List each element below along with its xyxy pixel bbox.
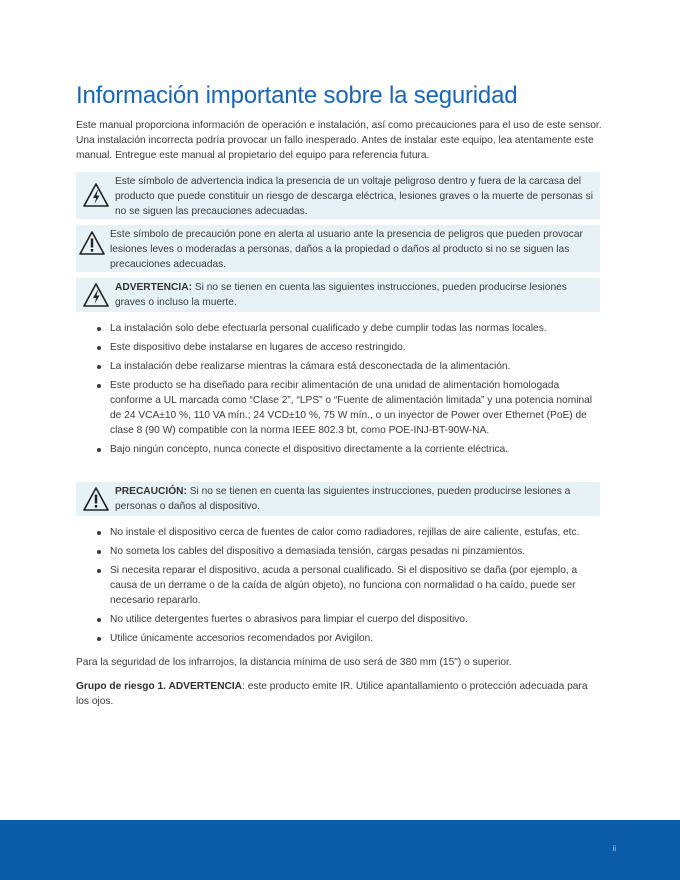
list-item: La instalación solo debe efectuarla personal cualificado y debe cumplir todas las normas locales.	[96, 321, 608, 336]
electric-shock-warning-icon	[82, 282, 110, 308]
warning-label: ADVERTENCIA:	[115, 282, 192, 293]
warning-body: Si no se tienen en cuenta las siguientes instrucciones, pueden producirse lesiones graves o incluso la muerte.	[115, 282, 567, 308]
ir-safety-note: Para la seguridad de los infrarrojos, la distancia mínima de uso será de 380 mm (15") o superior.	[76, 657, 512, 668]
page-footer	[0, 820, 680, 880]
electric-shock-warning-icon	[82, 182, 110, 208]
risk-group-label: Grupo de riesgo 1. ADVERTENCIA	[76, 681, 243, 692]
warning-text	[115, 280, 597, 310]
caution-body: Si no se tienen en cuenta las siguientes instrucciones, pueden producirse lesiones a personas o daños al dispositivo.	[115, 486, 571, 512]
list-item: No instale el dispositivo cerca de fuentes de calor como radiadores, rejillas de aire caliente, estufas, etc.	[96, 525, 608, 540]
risk-group-note	[76, 679, 602, 709]
shock-warning-notice	[76, 172, 600, 219]
list-item: Este producto se ha diseñado para recibir alimentación de una unidad de alimentación homologada conforme a UL marcada como “Clase 2”, “LPS” o “Fuente de alimentación limitada” y una potencia nominal de 24 VCA±10 %, 110 VA mín.; 24 VCD±10 %, 75 W mín., o un inyector de Power over Ethernet (PoE) de clase 8 (90 W) compatible con la norma IEEE 802.3 bt, como POE-INJ-BT-90W-NA.	[96, 378, 608, 438]
list-item: Utilice únicamente accesorios recomendados por Avigilon.	[96, 631, 608, 646]
caution-notice	[76, 482, 600, 516]
caution-label: PRECAUCIÓN:	[115, 486, 187, 497]
intro-paragraph: Este manual proporciona información de operación e instalación, así como precauciones para el uso de este sensor. Una instalación incorrecta podría provocar un fallo inesperado. Antes de instalar este equipo, lea atentamente este manual. Entregue este manual al propietario del equipo para referencia futura.	[76, 120, 602, 161]
caution-symbol-text: Este símbolo de precaución pone en alerta al usuario ante la presencia de peligros que pueden provocar lesiones leves o moderadas a personas, daños a la propiedad o daños al producto si no se siguen las precauciones adecuadas.	[110, 229, 583, 270]
warning-notice	[76, 278, 600, 312]
caution-list	[96, 525, 608, 646]
page-title: Información importante sobre la seguridad	[76, 82, 518, 109]
list-item: La instalación debe realizarse mientras la cámara está desconectada de la alimentación.	[96, 359, 608, 374]
risk-group-text: : este producto emite IR. Utilice apantallamiento o protección adecuada para los ojos.	[76, 681, 588, 707]
list-item: Si necesita reparar el dispositivo, acuda a personal cualificado. Si el dispositivo se daña (por ejemplo, a causa de un derrame o de la caída de algún objeto), no funciona con normalidad o ha caído, puede ser necesario repararlo.	[96, 563, 608, 608]
list-item: Bajo ningún concepto, nunca conecte el dispositivo directamente a la corriente eléctrica.	[96, 442, 608, 457]
caution-exclamation-icon	[78, 230, 106, 256]
caution-symbol-notice	[76, 225, 600, 272]
list-item: No someta los cables del dispositivo a demasiada tensión, cargas pesadas ni pinzamientos.	[96, 544, 608, 559]
warning-list	[96, 321, 608, 457]
caution-exclamation-icon	[82, 486, 110, 512]
shock-warning-text: Este símbolo de advertencia indica la presencia de un voltaje peligroso dentro y fuera de la carcasa del producto que puede constituir un riesgo de descarga eléctrica, lesiones graves o la muerte de personas si no se siguen las precauciones adecuadas.	[115, 176, 593, 217]
caution-text	[115, 484, 599, 514]
list-item: No utilice detergentes fuertes o abrasivos para limpiar el cuerpo del dispositivo.	[96, 612, 608, 627]
page-number: ii	[612, 844, 616, 853]
list-item: Este dispositivo debe instalarse en lugares de acceso restringido.	[96, 340, 608, 355]
